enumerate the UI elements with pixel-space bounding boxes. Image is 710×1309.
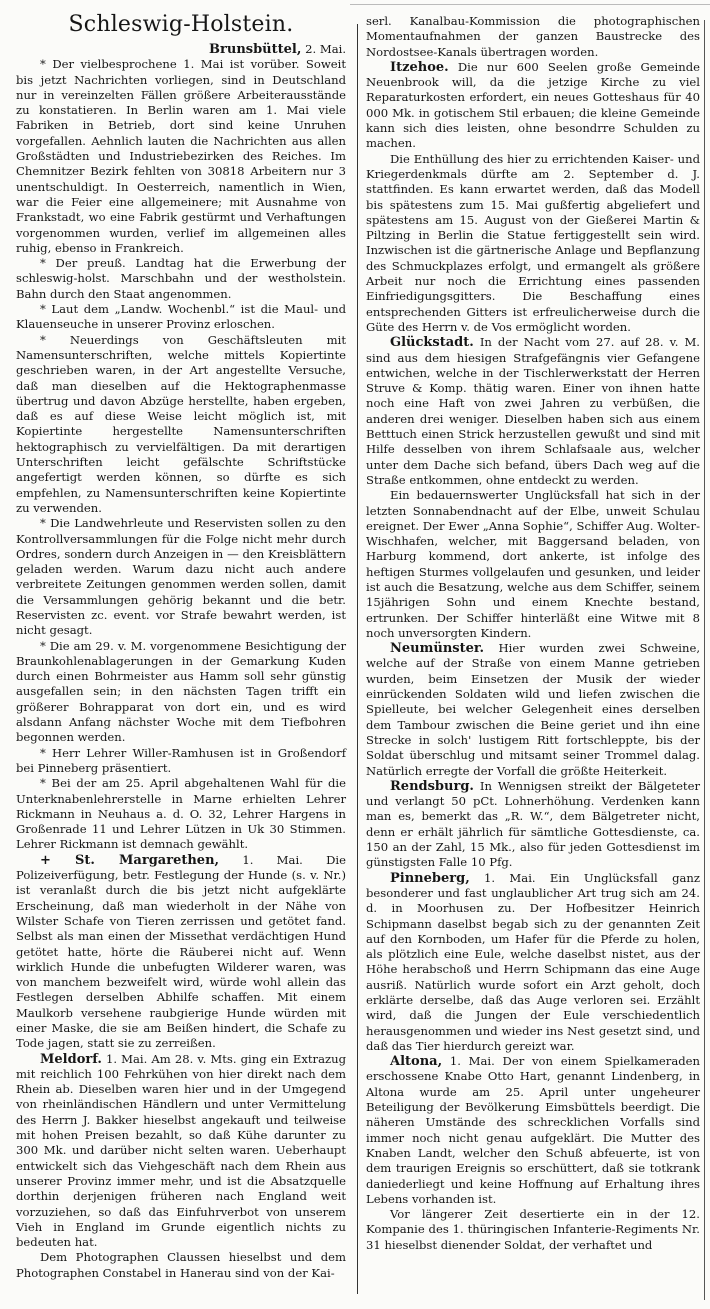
article [16, 1052, 346, 1251]
article [366, 871, 700, 1055]
article-body: In der Nacht vom 27. auf 28. v. M. sind aus dem hiesigen Strafgefängnis vier Gefangene entwichen, welche in der Tischlerwerkstatt der Herren Struve & Komp. thätig waren. Einer von ihnen hatte noch eine Haft von zwei Jahren zu verbüßen, die anderen drei weniger. Dieselben haben sich aus einem Betttuch einen Strick herzustellen gewußt und sind mit Hilfe desselben von ihrem Schlafsaale aus, welcher unter dem Dache sich befand, übers Dach weg auf die Straße entkommen, ohne entdeckt zu werden. [366, 335, 700, 487]
article [16, 853, 346, 1052]
article [366, 779, 700, 871]
article-place: Glückstadt. [390, 335, 474, 351]
article-place: Pinneberg, [390, 870, 470, 886]
top-rule [350, 4, 710, 5]
right-column [366, 14, 700, 1253]
article-body: In Wennigsen streikt der Bälgeteter und verlangt 50 pCt. Lohnerhöhung. Verdenken kann man es, bemerkt das „R. W.“, dem Bälgetreter nicht, denn er erhält jährlich für sämtliche Gottesdienste, ca. 150 an der Zahl, 15 Mk., also für jeden Gottesdienst im günstigsten Falle 10 Pfg. [366, 778, 700, 870]
article-body: 1. Mai. Der von einem Spielkameraden erschossene Knabe Otto Hart, genannt Lindenberg, in Altona wurde am 25. April unter ungeheurer Beteiligung der Bevölkerung Eimsbüttels beerdigt. Die näheren Umstände des schrecklichen Vorfalls sind immer noch nicht genau aufgeklärt. Die Mutter des Knaben Landt, welcher den Schuß abfeuerte, ist von dem traurigen Ereignis so erschüttert, daß sie totkrank daniederliegt und keine Hoffnung auf Erhaltung ihres Lebens vorhanden ist. [366, 1054, 700, 1206]
section-title: Schleswig-Holstein. [68, 12, 294, 37]
article [366, 60, 700, 152]
article: Vor längerer Zeit desertierte ein in der 12. Kompanie des 1. thüringischen Infanterie-Regiments Nr. 31 hieselbst dienender Soldat, der verhaftet und [366, 1207, 700, 1252]
article: * Der preuß. Landtag hat die Erwerbung der schleswig-holst. Marschbahn und der westholstein. Bahn durch den Staat angenommen. [16, 256, 346, 301]
article: Dem Photographen Claussen hieselbst und dem Photographen Constabel in Hanerau sind von der Kai- [16, 1250, 346, 1280]
article: * Neuerdings von Geschäftsleuten mit Namensunterschriften, welche mittels Kopiertinte geschrieben waren, in der Art angestellte Versuche, daß man dieselben auf die Hektographenmasse übertrug und davon Abzüge herstellte, haben ergeben, daß es auf diese Weise leicht möglich ist, mit Kopiertinte hergestellte Namensunterschriften hektographisch zu vervielfältigen. Da mit derartigen Unterschriften leicht gefälschte Schriftstücke angefertigt werden können, so dürfte es sich empfehlen, zu Namensunterschriften keine Kopiertinte zu verwenden. [16, 332, 346, 515]
article: * Herr Lehrer Willer-Ramhusen ist in Großendorf bei Pinneberg präsentiert. [16, 745, 346, 775]
article: * Laut dem „Landw. Wochenbl.“ ist die Maul- und Klauenseuche in unserer Provinz erloschen. [16, 302, 346, 332]
article [366, 335, 700, 488]
article-body: Hier wurden zwei Schweine, welche auf der Straße von einem Manne getrieben wurden, beim Einsetzen der Musik der wieder einrückenden Soldaten wild und liefen zwischen die Spielleute, bei welcher Gelegenheit eines derselben dem Tambour zwischen die Beine geriet und ihn eine Strecke in solch' lustigem Ritt fortschleppte, bis der Soldat überschlug und mitsamt seiner Trommel dalag. Natürlich erregte der Vorfall die größte Heiterkeit. [366, 641, 700, 778]
dateline-place: Brunsbüttel, [209, 42, 302, 57]
article-body: 1. Mai. Die Polizeiverfügung, betr. Festlegung der Hunde (s. v. Nr.) ist veranlaßt durch die bis jetzt nicht aufgeklärte Erscheinung, daß man wiederholt in der Nähe von Wilster Schafe von Tieren zerrissen und getötet fand. Selbst als man einen der Missethat verdächtigen Hund getötet hatte, hörte die Räuberei nicht auf. Wenn wirklich Hunde die unbefugten Wilderer waren, was von manchem bezweifelt wird, würde wohl allein das Festlegen derselben Abhilfe schaffen. Mit einem Maulkorb versehene raubgierige Hunde würden mit einer Maske, die sie am Beißen hindert, die Schafe zu Tode jagen, statt sie zu zerreißen. [16, 852, 346, 1051]
article-body: 1. Mai. Am 28. v. Mts. ging ein Extrazug mit reichlich 100 Fehrkühen von hier direkt nach dem Rhein ab. Dieselben waren hier und in der Umgegend von rheinländischen Händlern und unter Vermittelung des Herrn J. Bakker hieselbst angekauft und teilweise mit hohen Preisen bezahlt, so daß Kühe darunter zu 300 Mk. und darüber nicht selten waren. Ueberhaupt entwickelt sich das Viehgeschäft nach dem Rhein aus unserer Provinz immer mehr, und ist die Absatzquelle dorthin derjenigen früheren nach England weit vorzuziehen, so daß das Einfuhrverbot von unserem Vieh in England im Grunde eigentlich nichts zu bedeuten hat. [16, 1051, 346, 1250]
article [366, 641, 700, 779]
article-place: + St. Margarethen, [40, 852, 220, 868]
article-body: Die nur 600 Seelen große Gemeinde Neuenbrook will, da die jetzige Kirche zu viel Reparaturkosten erfordert, ein neues Gotteshaus für 40 000 Mk. in gotischem Stil erbauen; die kleine Gemeinde kann sich dies leisten, ohne besondrre Schulden zu machen. [366, 59, 700, 151]
right-rule [704, 20, 705, 1300]
left-column [16, 0, 346, 1281]
article: Die Enthüllung des hier zu errichtenden Kaiser- und Kriegerdenkmals dürfte am 2. September d. J. stattfinden. Es kann erwartet werden, daß das Modell bis spätestens zum 15. Mai gußfertig abgeliefert und spätestens am 15. August von der Gießerei Martin & Piltzing in Berlin die Statue fertiggestellt sein wird. Inzwischen ist die gärtnerische Anlage und Bepflanzung des Schmuckplazes erfolgt, und ermangelt als größere Arbeit nur noch die Errichtung eines passenden Einfriedigungsgitters. Die Beschaffung eines entsprechenden Gitters ist erfreulicherweise durch die Güte des Herrn v. de Vos ermöglicht worden. [366, 151, 700, 334]
article-place: Altona, [390, 1054, 443, 1070]
article: * Bei der am 25. April abgehaltenen Wahl für die Unterknabenlehrerstelle in Marne erhielten Lehrer Rickmann in Neuhaus a. d. O. 32, Lehrer Hargens in Großenrade 11 und Lehrer Lützen in Uk 30 Stimmen. Lehrer Rickmann ist demnach gewählt. [16, 776, 346, 852]
article: Ein bedauernswerter Unglücksfall hat sich in der letzten Sonnabendnacht auf der Elbe, unweit Schulau ereignet. Der Ewer „Anna Sophie“, Schiffer Aug. Wolter-Wischhafen, welcher, mit Baggersand beladen, von Harburg kommend, dort ankerte, ist infolge des heftigen Sturmes vollgelaufen und gesunken, und leider ist auch die Besatzung, welche aus dem Schiffer, seinem 15jährigen Sohn und einem Knechte bestand, ertrunken. Der Schiffer hinterläßt eine Witwe mit 8 noch unversorgten Kindern. [366, 488, 700, 640]
article-place: Itzehoe. [390, 59, 449, 75]
article: * Die Landwehrleute und Reservisten sollen zu den Kontrollversammlungen für die Folge nicht mehr durch Ordres, sondern durch Anzeigen in — den Kreisblättern geladen werden. Warum dazu nicht auch andere verbreitete Zeitungen genommen werden sollen, damit die Versammlungen gehörig bekannt und die betr. Reservisten zc. event. vor Strafe bewahrt werden, ist nicht gesagt. [16, 516, 346, 638]
article-place: Rendsburg. [390, 778, 474, 794]
article [366, 1054, 700, 1207]
article-place: Neumünster. [390, 641, 485, 657]
article-body: 1. Mai. Ein Unglücksfall ganz besonderer und fast unglaublicher Art trug sich am 24. d. in Moorhusen zu. Der Hofbesitzer Heinrich Schipmann daselbst begab sich zu der genannten Zeit auf den Kornboden, um Hafer für die Pferde zu holen, als plötzlich eine Eule, welche daselbst nistet, aus der Höhe herabschoß und Herrn Schipmann das eine Auge ausriß. Natürlich wurde sofort ein Arzt geholt, doch erklärte derselbe, daß das Auge verloren sei. Erzählt wird, daß die Jungen der Eule verschiedentlich herausgenommen und wieder ins Nest gesetzt sind, und daß das Tier hierdurch gereizt war. [366, 870, 700, 1053]
article: * Die am 29. v. M. vorgenommene Besichtigung der Braunkohlenablagerungen in der Gemarkung Kuden durch einen Bohrmeister aus Hamm soll sehr günstig ausgefallen sein; in den nächsten Tagen trifft ein größerer Bohrapparat von dort ein, und es wird alsdann Anfang nächster Woche mit dem Tiefbohren begonnen werden. [16, 638, 346, 745]
article-place: Meldorf. [40, 1051, 102, 1067]
article-continuation: serl. Kanalbau-Kommission die photographischen Momentaufnahmen der ganzen Baustrecke des Nordostsee-Kanals übertragen worden. [366, 14, 700, 59]
article: * Der vielbesprochene 1. Mai ist vorüber. Soweit bis jetzt Nachrichten vorliegen, sind in Deutschland nur in vereinzelten Fällen größere Arbeiterausstände zu konstatieren. In Berlin waren am 1. Mai viele Fabriken in Betrieb, dort sind keine Unruhen vorgefallen. Aehnlich lauten die Nachrichten aus allen Großstädten und Industriebezirken des Reiches. Im Chemnitzer Bezirk fehlten von 30818 Arbeitern nur 3 unentschuldigt. In Oesterreich, namentlich in Wien, war die Feier eine allgemeinere; mit Ausnahme von Frankstadt, wo eine Fabrik gestürmt und Verhaftungen vorgenommen wurden, verlief im allgemeinen alles ruhig, ebenso in Frankreich. [16, 57, 346, 255]
dateline-date: 2. Mai. [301, 42, 346, 56]
dateline [16, 42, 346, 57]
column-divider [357, 24, 358, 1294]
